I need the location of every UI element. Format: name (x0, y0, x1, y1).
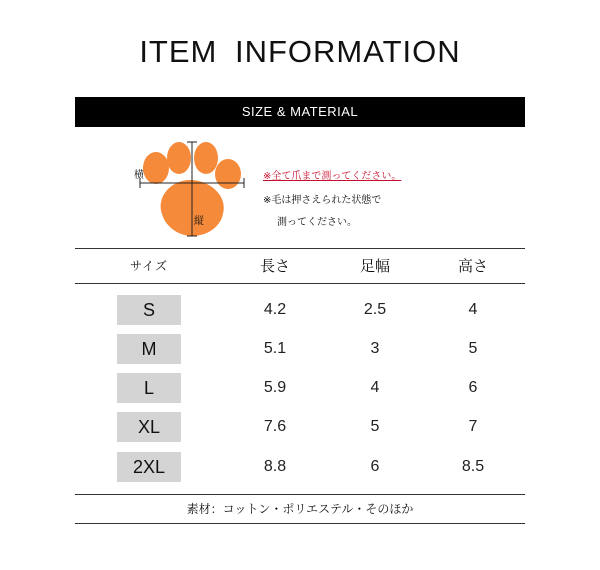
table-top-rule (75, 248, 525, 249)
size-label: S (117, 295, 181, 325)
size-label: 2XL (117, 452, 181, 482)
table-row (75, 452, 525, 482)
measure-note-claws: ※全て爪まで測ってください。 (263, 171, 402, 182)
foot-width-value: 2.5 (363, 301, 387, 318)
paw-toe (194, 142, 218, 174)
length-value: 4.2 (263, 301, 287, 318)
height-value: 4 (468, 301, 478, 318)
foot-width-value: 4 (370, 379, 380, 396)
material-bottom-rule (75, 523, 525, 524)
page-title: ITEM INFORMATION (139, 34, 461, 69)
table-row (75, 334, 525, 364)
length-value: 5.1 (263, 340, 287, 357)
length-value: 8.8 (263, 458, 287, 475)
material-top-rule (75, 494, 525, 495)
table-row (75, 295, 525, 325)
length-value: 7.6 (263, 418, 287, 435)
paw-diagram (124, 138, 254, 238)
header-foot-width: 足幅 (359, 257, 390, 275)
size-label: XL (117, 412, 181, 442)
foot-width-value: 5 (370, 418, 380, 435)
width-label: 横 (134, 170, 144, 181)
measure-note-fur: ※毛は押さえられた状態で (263, 195, 382, 206)
foot-width-value: 6 (370, 458, 380, 475)
paw-toe (167, 142, 191, 174)
section-band: SIZE & MATERIAL (75, 97, 525, 127)
height-value: 7 (468, 418, 478, 435)
measure-note-fur-cont: 測ってください。 (277, 217, 357, 228)
length-label: 縦 (194, 216, 204, 227)
size-label: L (117, 373, 181, 403)
height-value: 6 (468, 379, 478, 396)
header-height: 高さ (457, 257, 488, 275)
header-length: 長さ (259, 257, 290, 275)
paw-toe (215, 159, 241, 189)
height-value: 8.5 (461, 458, 485, 475)
table-header-rule (75, 283, 525, 284)
table-header-row (75, 250, 525, 282)
foot-width-value: 3 (370, 340, 380, 357)
table-row (75, 373, 525, 403)
length-value: 5.9 (263, 379, 287, 396)
material-text: 素材：コットン・ポリエステル・そのほか (186, 502, 414, 516)
size-label: M (117, 334, 181, 364)
header-size: サイズ (129, 259, 169, 273)
paw-toe (143, 152, 169, 184)
table-row (75, 412, 525, 442)
height-value: 5 (468, 340, 478, 357)
